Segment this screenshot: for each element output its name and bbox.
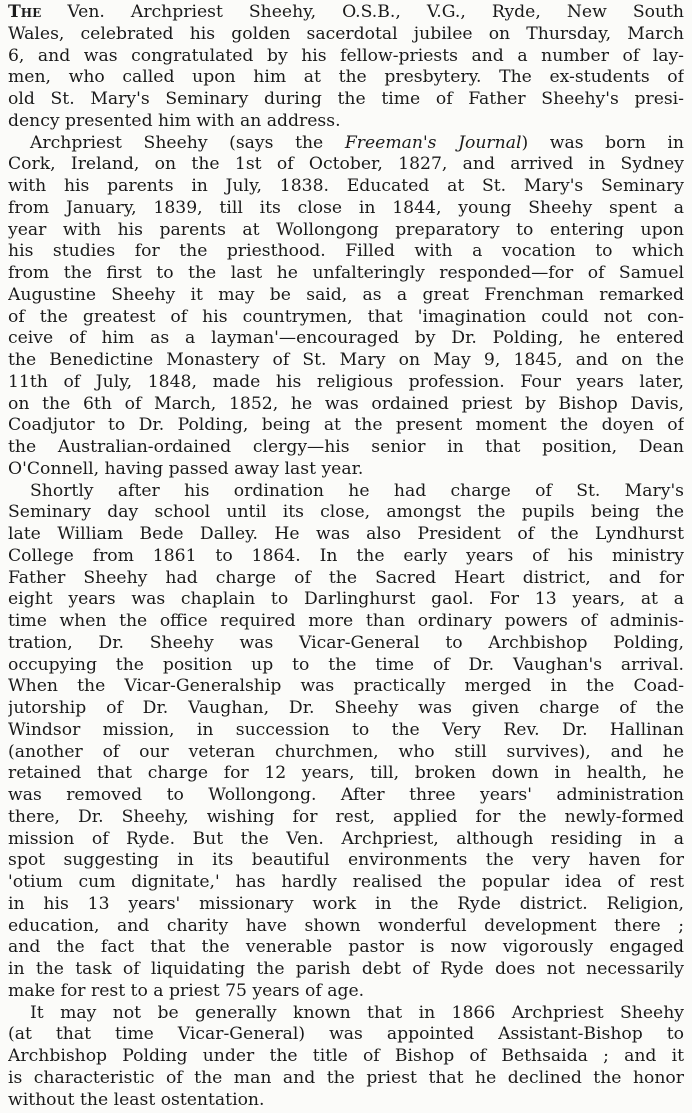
article-line: the Australian-ordained clergy—his senior in that position, Dean [8, 437, 684, 457]
article-line: Father Sheehy had charge of the Sacred Heart district, and for [8, 567, 684, 588]
article-line: occupying the position up to the time of Dr. Vaughan's arrival. [8, 654, 684, 675]
article-line: ceive of him as a layman'—encouraged by Dr. Polding, he entered [8, 328, 684, 349]
article-line: Archpriest Sheehy (says the Freeman's Journal) was born in [30, 132, 684, 153]
article-line: of the greatest of his countrymen, that 'imagination could not con- [8, 306, 684, 327]
article-line: It may not be generally known that in 1866 Archpriest Sheehy [30, 1002, 684, 1023]
journal-name: Freeman's Journal [344, 132, 522, 153]
article-line: Archbishop Polding under the title of Bishop of Bethsaida ; and it [8, 1046, 684, 1066]
article-line: old St. Mary's Seminary during the time of Father Sheehy's presi- [8, 89, 684, 109]
lead-word: The [8, 2, 42, 22]
article-line: is characteristic of the man and the priest that he declined the honor [8, 1067, 684, 1088]
article-line: The Ven. Archpriest Sheehy, O.S.B., V.G., Ryde, New South [8, 2, 684, 22]
article-line: make for rest to a priest 75 years of age. [8, 980, 365, 1001]
article-line: on the 6th of March, 1852, he was ordained priest by Bishop Davis, [8, 393, 684, 414]
article-line: (another of our veteran churchmen, who still survives), and he [8, 741, 684, 762]
article-line: in the task of liquidating the parish debt of Ryde does not necessarily [8, 959, 684, 979]
article-line: College from 1861 to 1864. In the early years of his ministry [8, 545, 684, 566]
article-line: spot suggesting in its beautiful environments the very haven for [8, 850, 684, 871]
article-line: was removed to Wollongong. After three years' administration [8, 785, 684, 805]
article-line: Augustine Sheehy it may be said, as a great Frenchman remarked [8, 284, 684, 305]
article-line: Cork, Ireland, on the 1st of October, 1827, and arrived in Sydney [8, 154, 684, 175]
article-line: year with his parents at Wollongong preparatory to entering upon [8, 219, 684, 240]
article-line: Seminary day school until its close, amongst the pupils being the [8, 502, 684, 523]
article-line: education, and charity have shown wonderful development there ; [8, 915, 684, 936]
article-line: late William Bede Dalley. He was also President of the Lyndhurst [8, 524, 684, 544]
article-line: mission of Ryde. But the Ven. Archpriest, although residing in a [8, 828, 684, 849]
article-line: retained that charge for 12 years, till, broken down in health, he [8, 763, 684, 784]
paragraph-3 [8, 481, 684, 1003]
article-line: O'Connell, having passed away last year. [8, 458, 364, 479]
article-line: the Benedictine Monastery of St. Mary on May 9, 1845, and on the [8, 350, 684, 370]
article-line: jutorship of Dr. Vaughan, Dr. Sheehy was given charge of the [8, 698, 684, 718]
article-line: dency presented him with an address. [8, 110, 341, 131]
article-line: 'otium cum dignitate,' has hardly realised the popular idea of rest [8, 872, 684, 892]
article-line: tration, Dr. Sheehy was Vicar-General to Archbishop Polding, [8, 632, 684, 653]
article-line: (at that time Vicar-General) was appointed Assistant-Bishop to [8, 1024, 684, 1045]
article-line: 11th of July, 1848, made his religious profession. Four years later, [8, 371, 684, 392]
paragraph-2 [8, 133, 684, 481]
article-line: Coadjutor to Dr. Polding, being at the present moment the doyen of [8, 415, 684, 436]
article-line: eight years was chaplain to Darlinghurst gaol. For 13 years, at a [8, 589, 684, 610]
article-line: and the fact that the venerable pastor is now vigorously engaged [8, 937, 684, 958]
article-line: Windsor mission, in succession to the Very Rev. Dr. Hallinan [8, 719, 684, 740]
article-line: from the first to the last he unfalteringly responded—for of Samuel [8, 263, 684, 283]
article-line: When the Vicar-Generalship was practically merged in the Coad- [8, 676, 684, 697]
article-line: without the least ostentation. [8, 1089, 265, 1110]
article-line: 6, and was congratulated by his fellow-priests and a number of lay- [8, 45, 684, 66]
article-line: from January, 1839, till its close in 1844, young Sheehy spent a [8, 197, 684, 218]
paragraph-1 [8, 2, 684, 133]
paragraph-4 [8, 1003, 684, 1112]
article-line: with his parents in July, 1838. Educated at St. Mary's Seminary [8, 176, 684, 196]
article-line: Wales, celebrated his golden sacerdotal jubilee on Thursday, March [8, 23, 684, 44]
article-line: there, Dr. Sheehy, wishing for rest, applied for the newly-formed [8, 806, 684, 827]
article-line: time when the office required more than ordinary powers of adminis- [8, 611, 684, 631]
article-line: men, who called upon him at the presbytery. The ex-students of [8, 67, 684, 88]
article-line: Shortly after his ordination he had charge of St. Mary's [30, 480, 684, 501]
article-line: in his 13 years' missionary work in the Ryde district. Religion, [8, 893, 684, 914]
article-line: his studies for the priesthood. Filled with a vocation to which [8, 241, 684, 262]
